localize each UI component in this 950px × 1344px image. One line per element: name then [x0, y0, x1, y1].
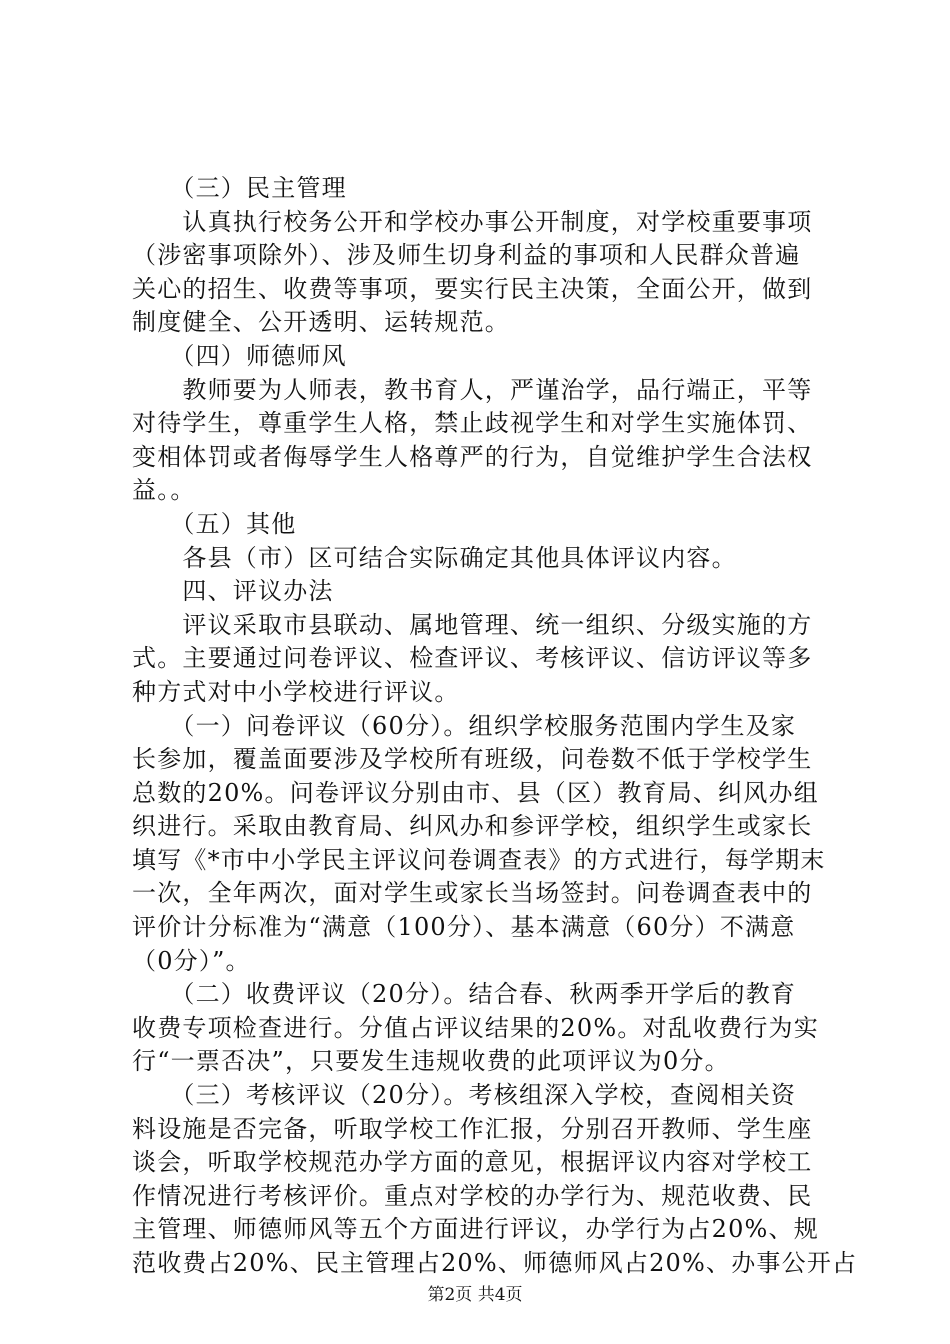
text-line: 行“一票否决”，只要发生违规收费的此项评议为0分。: [132, 1047, 730, 1076]
text-line: 对待学生，尊重学生人格，禁止歧视学生和对学生实施体罚、: [132, 409, 813, 438]
text-line: 各县（市）区可结合实际确定其他具体评议内容。: [132, 543, 737, 572]
text-line: 制度健全、公开透明、运转规范。: [132, 308, 510, 337]
text-line: 总数的20%。问卷评议分别由市、县（区）教育局、纠风办组: [132, 778, 819, 807]
text-line: （涉密事项除外）、涉及师生切身利益的事项和人民群众普遍: [132, 241, 801, 270]
text-line: 作情况进行考核评价。重点对学校的办学行为、规范收费、民: [132, 1181, 813, 1210]
text-line: 料设施是否完备，听取学校工作汇报，分别召开教师、学生座: [132, 1114, 813, 1143]
text-line: 长参加，覆盖面要涉及学校所有班级，问卷数不低于学校学生: [132, 745, 813, 774]
text-line: 一次，全年两次，面对学生或家长当场签封。问卷调查表中的: [132, 879, 813, 908]
text-line: 变相体罚或者侮辱学生人格尊严的行为，自觉维护学生合法权: [132, 442, 813, 471]
text-line: 益。。: [132, 476, 196, 505]
text-line: （一）问卷评议（60分）。组织学校服务范围内学生及家: [132, 711, 797, 740]
text-line: （三）考核评议（20分）。考核组深入学校，查阅相关资: [132, 1081, 797, 1110]
text-line: （三）民主管理: [132, 174, 347, 202]
text-line: （0分）”。: [132, 946, 251, 975]
text-line: 四、评议办法: [132, 577, 334, 606]
text-line: 收费专项检查进行。分值占评议结果的20%。对乱收费行为实: [132, 1013, 819, 1042]
text-line: （四）师德师风: [132, 341, 347, 370]
text-line: 填写《*市中小学民主评议问卷调查表》的方式进行，每学期末: [132, 845, 826, 874]
text-line: 评议采取市县联动、属地管理、统一组织、分级实施的方: [132, 610, 813, 639]
text-line: 种方式对中小学校进行评议。: [132, 677, 460, 706]
text-line: 谈会，听取学校规范办学方面的意见，根据评议内容对学校工: [132, 1148, 813, 1177]
text-line: （二）收费评议（20分）。结合春、秋两季开学后的教育: [132, 980, 797, 1009]
page-footer: 第2页 共4页: [427, 1285, 523, 1305]
text-line: （五）其他: [132, 509, 297, 538]
text-line: 评价计分标准为“满意（100分）、基本满意（60分）不满意: [132, 913, 796, 942]
text-line: 织进行。采取由教育局、纠风办和参评学校，组织学生或家长: [132, 812, 813, 841]
text-line: 主管理、师德师风等五个方面进行评议，办学行为占20%、规: [132, 1215, 819, 1244]
text-line: 认真执行校务公开和学校办事公开制度，对学校重要事项: [132, 207, 813, 236]
document-body: [132, 172, 858, 1281]
text-line: 教师要为人师表，教书育人，严谨治学，品行端正，平等: [132, 375, 813, 404]
text-line: 范收费占20%、民主管理占20%、师德师风占20%、办事公开占: [132, 1249, 858, 1277]
text-line: 关心的招生、收费等事项，要实行民主决策，全面公开，做到: [132, 274, 813, 303]
text-line: 式。主要通过问卷评议、检查评议、考核评议、信访评议等多: [132, 644, 813, 673]
